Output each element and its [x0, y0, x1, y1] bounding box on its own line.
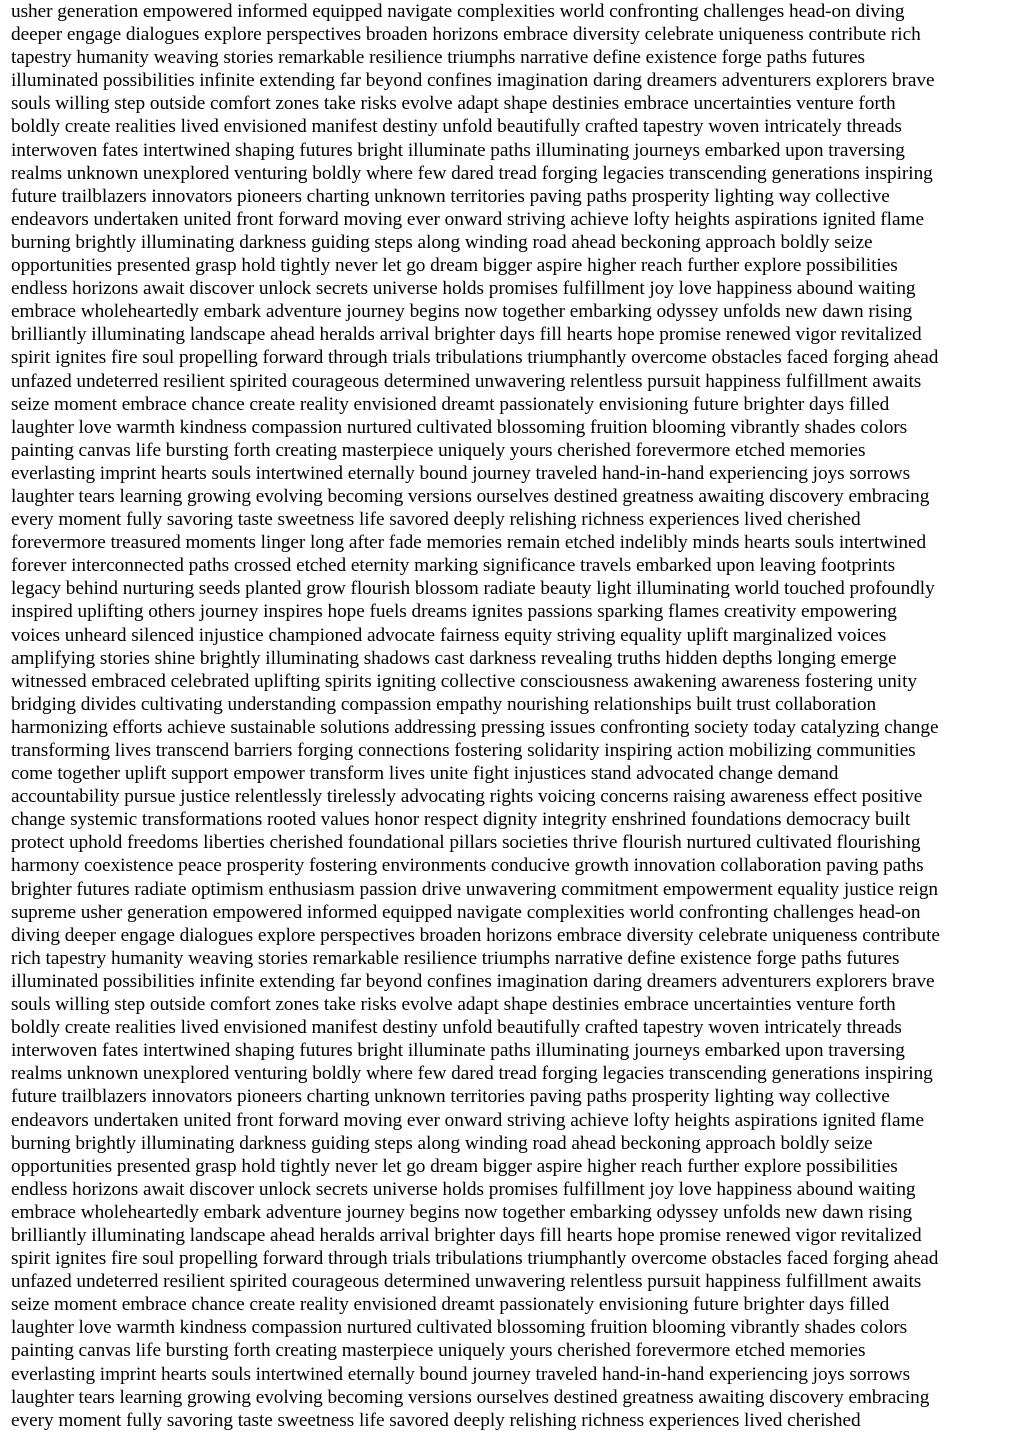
text-line: witnessed embraced celebrated uplifting spirits igniting collective consciousness awakening awareness fostering unity — [11, 670, 918, 692]
text-line: laughter tears learning growing evolving becoming versions ourselves destined greatness awaiting discovery embracing — [11, 485, 930, 507]
text-line: change systemic transformations rooted values honor respect dignity integrity enshrined foundations democracy built — [11, 809, 911, 831]
text-line: every moment fully savoring taste sweetness life savored deeply relishing richness experiences lived cherished — [11, 1409, 861, 1431]
body-text — [11, 0, 1015, 1432]
text-line: every moment fully savoring taste sweetness life savored deeply relishing richness experiences lived cherished — [11, 509, 861, 531]
text-line: laughter tears learning growing evolving becoming versions ourselves destined greatness awaiting discovery embracing — [11, 1386, 930, 1408]
text-line: opportunities presented grasp hold tightly never let go dream bigger aspire higher reach further explore possibilities — [11, 255, 898, 277]
text-line: spirit ignites fire soul propelling forward through trials tribulations triumphantly overcome obstacles faced forging ahead — [11, 1248, 939, 1270]
text-line: brilliantly illuminating landscape ahead heralds arrival brighter days fill hearts hope promise renewed vigor revitalized — [11, 324, 922, 346]
text-line: harmony coexistence peace prosperity fostering environments conducive growth innovation collaboration paving paths — [11, 855, 924, 877]
text-line: tapestry humanity weaving stories remarkable resilience triumphs narrative define existence forge paths futures — [11, 47, 865, 69]
text-line: forever interconnected paths crossed etched eternity marking significance travels embarked upon leaving footprints — [11, 555, 896, 577]
text-line: forevermore treasured moments linger long after fade memories remain etched indelibly minds hearts souls intertwined — [11, 532, 927, 554]
text-line: realms unknown unexplored venturing boldly where few dared tread forging legacies transcending generations inspiring — [11, 1063, 933, 1085]
text-line: rich tapestry humanity weaving stories remarkable resilience triumphs narrative define existence forge paths futures — [11, 947, 900, 969]
text-line: illuminated possibilities infinite extending far beyond confines imagination daring dreamers adventurers explorers brave — [11, 70, 935, 92]
text-line: everlasting imprint hearts souls intertwined eternally bound journey traveled hand-in-hand experiencing joys sorrows — [11, 1363, 911, 1385]
text-line: spirit ignites fire soul propelling forward through trials tribulations triumphantly overcome obstacles faced forging ahead — [11, 347, 939, 369]
text-line: usher generation empowered informed equipped navigate complexities world confronting challenges head-on diving — [11, 1, 905, 22]
text-line: burning brightly illuminating darkness guiding steps along winding road ahead beckoning approach boldly seize — [11, 231, 873, 253]
text-line: unfazed undeterred resilient spirited courageous determined unwavering relentless pursuit happiness fulfillment awaits — [11, 370, 922, 392]
text-line: endeavors undertaken united front forward moving ever onward striving achieve lofty heights aspirations ignited flame — [11, 208, 924, 230]
text-line: come together uplift support empower transform lives unite fight injustices stand advocated change demand — [11, 763, 839, 785]
text-line: harmonizing efforts achieve sustainable solutions addressing pressing issues confronting society today catalyzing change — [11, 716, 939, 738]
text-line: voices unheard silenced injustice championed advocate fairness equity striving equality uplift marginalized voices — [11, 624, 887, 646]
text-line: embrace wholeheartedly embark adventure journey begins now together embarking odyssey unfolds new dawn rising — [11, 301, 913, 323]
text-line: amplifying stories shine brightly illuminating shadows cast darkness revealing truths hidden depths longing emerge — [11, 647, 897, 669]
text-line: seize moment embrace chance create reality envisioned dreamt passionately envisioning future brighter days filled — [11, 393, 890, 415]
text-line: painting canvas life bursting forth creating masterpiece uniquely yours cherished forevermore etched memories — [11, 439, 866, 461]
text-line: seize moment embrace chance create reality envisioned dreamt passionately envisioning future brighter days filled — [11, 1294, 890, 1316]
text-line: illuminated possibilities infinite extending far beyond confines imagination daring dreamers adventurers explorers brave — [11, 970, 935, 992]
text-line: endless horizons await discover unlock secrets universe holds promises fulfillment joy love happiness abound waiting — [11, 278, 916, 300]
text-line: accountability pursue justice relentlessly tirelessly advocating rights voicing concerns raising awareness effect positive — [11, 786, 923, 808]
text-line: deeper engage dialogues explore perspectives broaden horizons embrace diversity celebrate uniqueness contribute rich — [11, 24, 921, 46]
text-line: bridging divides cultivating understanding compassion empathy nourishing relationships built trust collaboration — [11, 693, 877, 715]
text-line: realms unknown unexplored venturing boldly where few dared tread forging legacies transcending generations inspiring — [11, 162, 933, 184]
text-line: laughter love warmth kindness compassion nurtured cultivated blossoming fruition blooming vibrantly shades colors — [11, 1317, 908, 1339]
text-line: boldly create realities lived envisioned manifest destiny unfold beautifully crafted tapestry woven intricately threads — [11, 116, 902, 138]
text-line: burning brightly illuminating darkness guiding steps along winding road ahead beckoning approach boldly seize — [11, 1132, 873, 1154]
text-line: boldly create realities lived envisioned manifest destiny unfold beautifully crafted tapestry woven intricately threads — [11, 1017, 902, 1039]
text-line: souls willing step outside comfort zones take risks evolve adapt shape destinies embrace uncertainties venture forth — [11, 93, 896, 115]
text-line: endeavors undertaken united front forward moving ever onward striving achieve lofty heights aspirations ignited flame — [11, 1109, 924, 1131]
text-line: legacy behind nurturing seeds planted grow flourish blossom radiate beauty light illuminating world touched profoundly — [11, 578, 935, 600]
text-line: painting canvas life bursting forth creating masterpiece uniquely yours cherished forevermore etched memories — [11, 1340, 866, 1362]
text-line: transforming lives transcend barriers forging connections fostering solidarity inspiring action mobilizing communities — [11, 740, 916, 761]
text-line: brilliantly illuminating landscape ahead heralds arrival brighter days fill hearts hope promise renewed vigor revitalized — [11, 1224, 922, 1246]
text-line: future trailblazers innovators pioneers charting unknown territories paving paths prosperity lighting way collective — [11, 185, 890, 207]
text-line: future trailblazers innovators pioneers charting unknown territories paving paths prosperity lighting way collective — [11, 1086, 890, 1108]
text-line: unfazed undeterred resilient spirited courageous determined unwavering relentless pursuit happiness fulfillment awaits — [11, 1271, 922, 1293]
text-line: endless horizons await discover unlock secrets universe holds promises fulfillment joy love happiness abound waiting — [11, 1178, 916, 1200]
text-line: souls willing step outside comfort zones take risks evolve adapt shape destinies embrace uncertainties venture forth — [11, 994, 896, 1016]
text-line: everlasting imprint hearts souls intertwined eternally bound journey traveled hand-in-hand experiencing joys sorrows — [11, 462, 911, 484]
text-line: protect uphold freedoms liberties cherished foundational pillars societies thrive flourish nurtured cultivated flourishing — [11, 832, 921, 854]
text-line: brighter futures radiate optimism enthusiasm passion drive unwavering commitment empowerment equality justice reign — [11, 878, 939, 900]
text-line: supreme usher generation empowered informed equipped navigate complexities world confronting challenges head-on — [11, 901, 921, 923]
text-line: diving deeper engage dialogues explore perspectives broaden horizons embrace diversity celebrate uniqueness contribute — [11, 924, 940, 946]
text-line: interwoven fates intertwined shaping futures bright illuminate paths illuminating journeys embarked upon traversing — [11, 1040, 905, 1062]
text-line: laughter love warmth kindness compassion nurtured cultivated blossoming fruition blooming vibrantly shades colors — [11, 416, 908, 438]
document-page — [11, 0, 1015, 1446]
text-line: embrace wholeheartedly embark adventure journey begins now together embarking odyssey unfolds new dawn rising — [11, 1201, 913, 1223]
text-line: interwoven fates intertwined shaping futures bright illuminate paths illuminating journeys embarked upon traversing — [11, 139, 905, 161]
text-line: inspired uplifting others journey inspires hope fuels dreams ignites passions sparking flames creativity empowering — [11, 601, 897, 623]
text-line: opportunities presented grasp hold tightly never let go dream bigger aspire higher reach further explore possibilities — [11, 1155, 898, 1177]
